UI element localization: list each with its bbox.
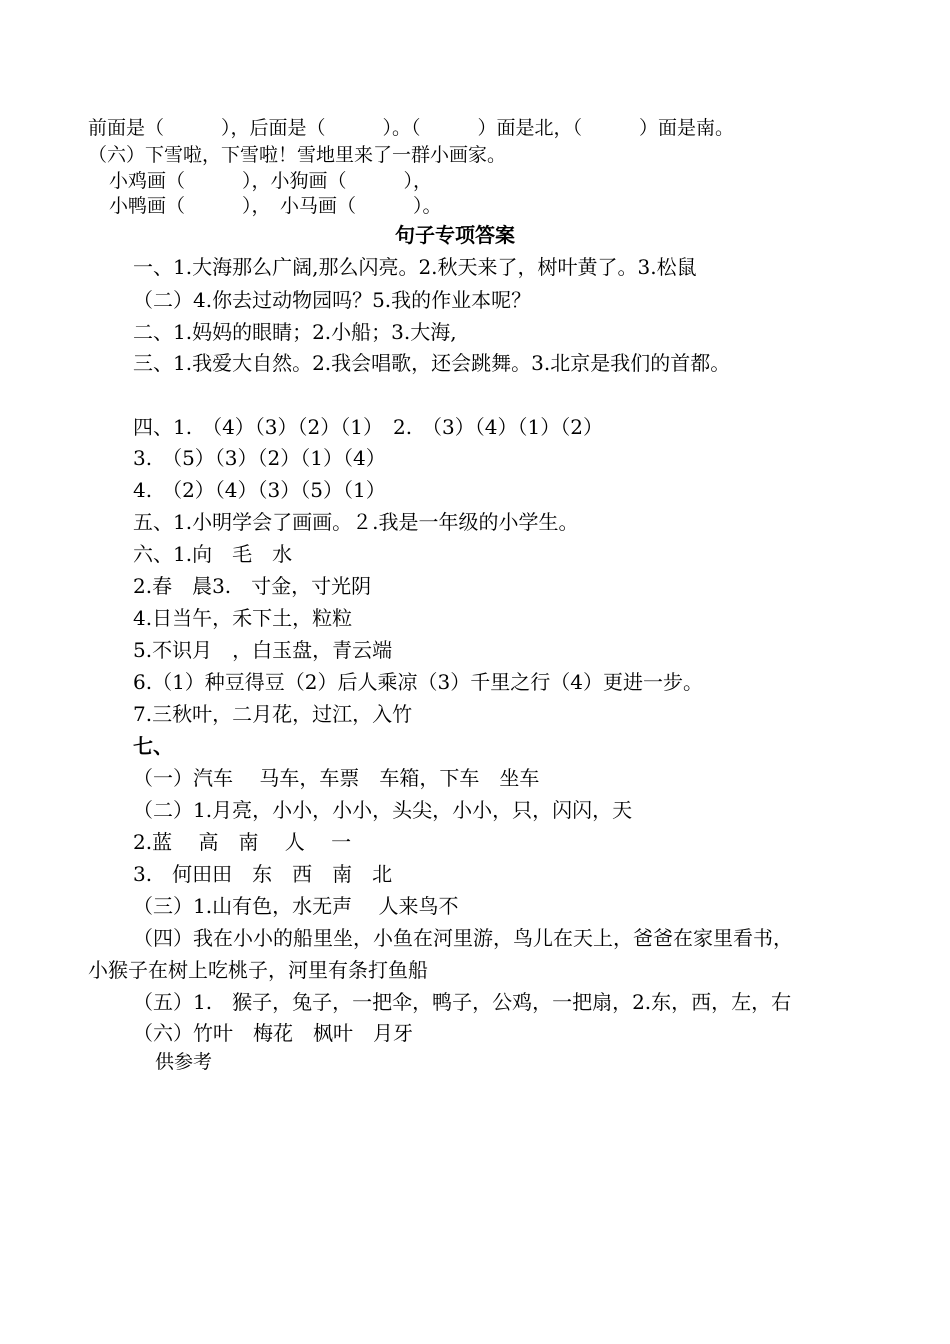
exercise-line-2: （六）下雪啦，下雪啦！雪地里来了一群小画家。 (88, 144, 507, 166)
answer-line: （四）我在小小的船里坐，小鱼在河里游，鸟儿在天上，爸爸在家里看书， (133, 926, 793, 950)
answer-line: 六、1.向 毛 水 (133, 542, 293, 566)
answer-line: 四、1. （4）（3）（2）（1） 2. （3）（4）（1）（2） (133, 415, 603, 439)
answer-line: （五）1. 猴子，兔子，一把伞，鸭子，公鸡，一把扇，2.东，西，左，右 (133, 990, 792, 1014)
answer-line: 2.蓝 高 南 人 一 (133, 830, 352, 854)
answer-line: 3. 何田田 东 西 南 北 (133, 862, 393, 886)
answer-line: （三）1.山有色，水无声 人来鸟不 (133, 894, 459, 918)
answer-line: （二）1.月亮，小小，小小，头尖，小小，只，闪闪，天 (133, 798, 633, 822)
footer-note: 供参考 (155, 1051, 213, 1073)
answer-line: （二）4.你去过动物园吗？5.我的作业本呢？ (133, 288, 532, 312)
answer-line: 4. （2）（4）（3）（5）（1） (133, 478, 386, 502)
answer-line: 2.春 晨3. 寸金，寸光阴 (133, 574, 372, 598)
answer-line: 5.不识月 ，白玉盘，青云端 (133, 638, 393, 662)
answer-line: 6.（1）种豆得豆（2）后人乘凉（3）千里之行（4）更进一步。 (133, 670, 703, 694)
answer-line: 七、 (133, 734, 173, 758)
answer-line: （一）汽车 马车，车票 车箱，下车 坐车 (133, 766, 540, 790)
exercise-line-3: 小鸡画（ ），小狗画（ ）， (109, 170, 433, 192)
answer-line: 4.日当午，禾下土，粒粒 (133, 606, 353, 630)
answer-line: 7.三秋叶，二月花，过江，入竹 (133, 702, 413, 726)
answer-line: 小猴子在树上吃桃子，河里有条打鱼船 (88, 958, 428, 982)
answer-line: 3. （5）（3）（2）（1）（4） (133, 446, 386, 470)
exercise-line-4: 小鸭画（ ）， 小马画（ ）。 (109, 195, 442, 217)
answer-line: 五、1.小明学会了画画。２.我是一年级的小学生。 (133, 510, 579, 534)
answer-line: 二、1.妈妈的眼睛；2.小船；3.大海, (133, 320, 457, 344)
answer-title: 句子专项答案 (395, 223, 515, 247)
answer-line: 一、1.大海那么广阔,那么闪亮。2.秋天来了，树叶黄了。3.松鼠 (133, 255, 697, 279)
exercise-line-1: 前面是（ ），后面是（ ）。（ ）面是北，（ ）面是南。 (88, 117, 735, 139)
answer-line: （六）竹叶 梅花 枫叶 月牙 (133, 1021, 413, 1045)
answer-line: 三、1.我爱大自然。2.我会唱歌，还会跳舞。3.北京是我们的首都。 (133, 351, 731, 375)
